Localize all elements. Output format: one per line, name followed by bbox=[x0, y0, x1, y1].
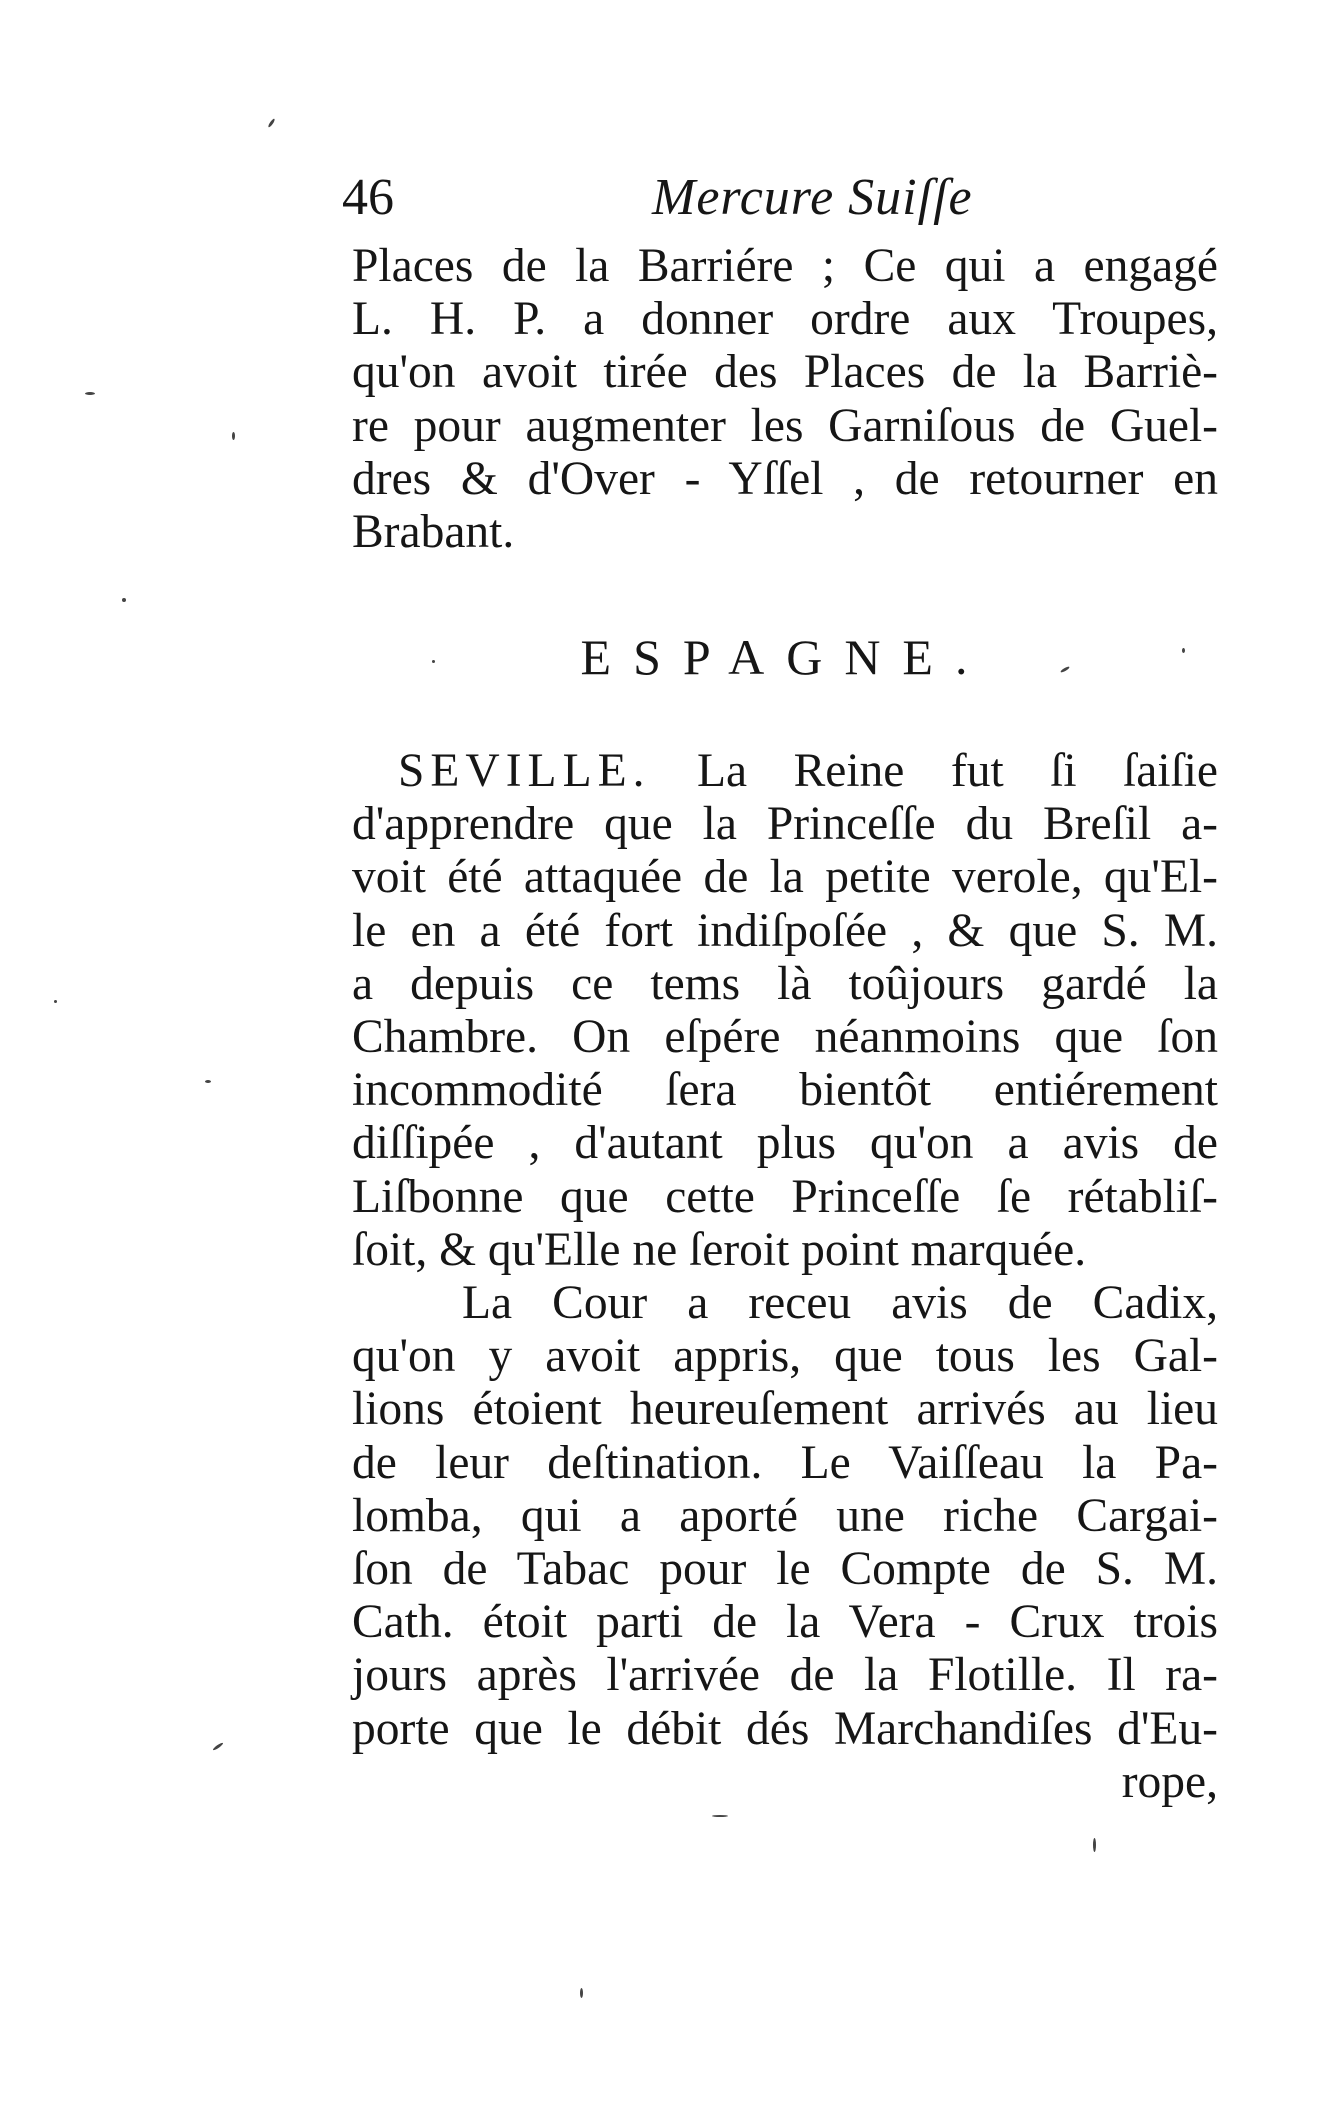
text-line: jours après l'arrivée de la Flotille. Il ra- bbox=[352, 1649, 1218, 1702]
text-line: a depuis ce tems là toûjours gardé la bbox=[352, 957, 1218, 1010]
first-line-text: La Reine fut ſi ſaiſie bbox=[696, 745, 1218, 797]
scan-speck bbox=[1182, 648, 1185, 653]
section-heading: ESPAGNE. bbox=[580, 629, 990, 685]
text-line: Brabant. bbox=[352, 505, 515, 558]
text-line: La Cour a receu avis de Cadix, bbox=[462, 1277, 1218, 1329]
text-line: Liſbonne que cette Princeſſe ſe rétabliſ- bbox=[352, 1170, 1218, 1223]
text-line: lions étoient heureuſement arrivés au lieu bbox=[352, 1383, 1218, 1436]
text-line: d'apprendre que la Princeſſe du Breſil a- bbox=[352, 798, 1218, 851]
scan-speck bbox=[232, 432, 235, 440]
dateline: SEVILLE. bbox=[398, 745, 651, 797]
scan-speck bbox=[212, 1742, 224, 1751]
text-line: Cath. étoit parti de la Vera - Crux trois bbox=[352, 1596, 1218, 1649]
page-number: 46 bbox=[342, 169, 394, 226]
scan-speck bbox=[267, 118, 275, 128]
scan-speck bbox=[205, 1080, 211, 1083]
paragraph-cadix bbox=[352, 1277, 1218, 1809]
scan-speck bbox=[580, 1988, 583, 1998]
text-line: re pour augmenter les Garniſous de Guel- bbox=[352, 399, 1218, 452]
text-line: dres & d'Over - Yſſel , de retourner en bbox=[352, 452, 1218, 505]
text-line: Places de la Barriére ; Ce qui a engagé bbox=[352, 240, 1218, 292]
text-line: L. H. P. a donner ordre aux Troupes, bbox=[352, 293, 1218, 346]
text-line: ſoit, & qu'Elle ne ſeroit point marquée. bbox=[352, 1223, 1087, 1276]
text-line: le en a été fort indiſpoſée , & que S. M. bbox=[352, 904, 1218, 957]
text-line: diſſipée , d'autant plus qu'on a avis de bbox=[352, 1117, 1218, 1170]
scan-speck bbox=[1093, 1838, 1096, 1852]
text-line: porte que le débit dés Marchandiſes d'Eu- bbox=[352, 1702, 1218, 1755]
first-line-rest bbox=[650, 745, 697, 797]
text-line: qu'on y avoit appris, que tous les Gal- bbox=[352, 1330, 1218, 1383]
text-line-first bbox=[352, 745, 1218, 798]
text-line: de leur deſtination. Le Vaiſſeau la Pa- bbox=[352, 1436, 1218, 1489]
scan-speck bbox=[122, 598, 126, 602]
text-line: incommodité ſera bientôt entiérement bbox=[352, 1064, 1218, 1117]
running-title: Mercure Suiſſe bbox=[652, 169, 973, 226]
text-line: qu'on avoit tirée des Places de la Barriè- bbox=[352, 346, 1218, 399]
page-header bbox=[342, 168, 1022, 238]
text-line: ſon de Tabac pour le Compte de S. M. bbox=[352, 1542, 1218, 1595]
text-line: Chambre. On eſpére néanmoins que ſon bbox=[352, 1010, 1218, 1063]
paragraph-seville bbox=[352, 745, 1218, 1277]
text-line: lomba, qui a aporté une riche Cargai- bbox=[352, 1489, 1218, 1542]
scan-speck bbox=[432, 660, 435, 663]
scan-speck bbox=[712, 1815, 728, 1817]
scan-speck bbox=[54, 1000, 57, 1003]
paragraph-barriere bbox=[352, 240, 1218, 559]
text-line: voit été attaquée de la petite verole, qu'El- bbox=[352, 851, 1218, 904]
scan-speck bbox=[85, 392, 95, 395]
catchword: rope, bbox=[1121, 1755, 1218, 1808]
